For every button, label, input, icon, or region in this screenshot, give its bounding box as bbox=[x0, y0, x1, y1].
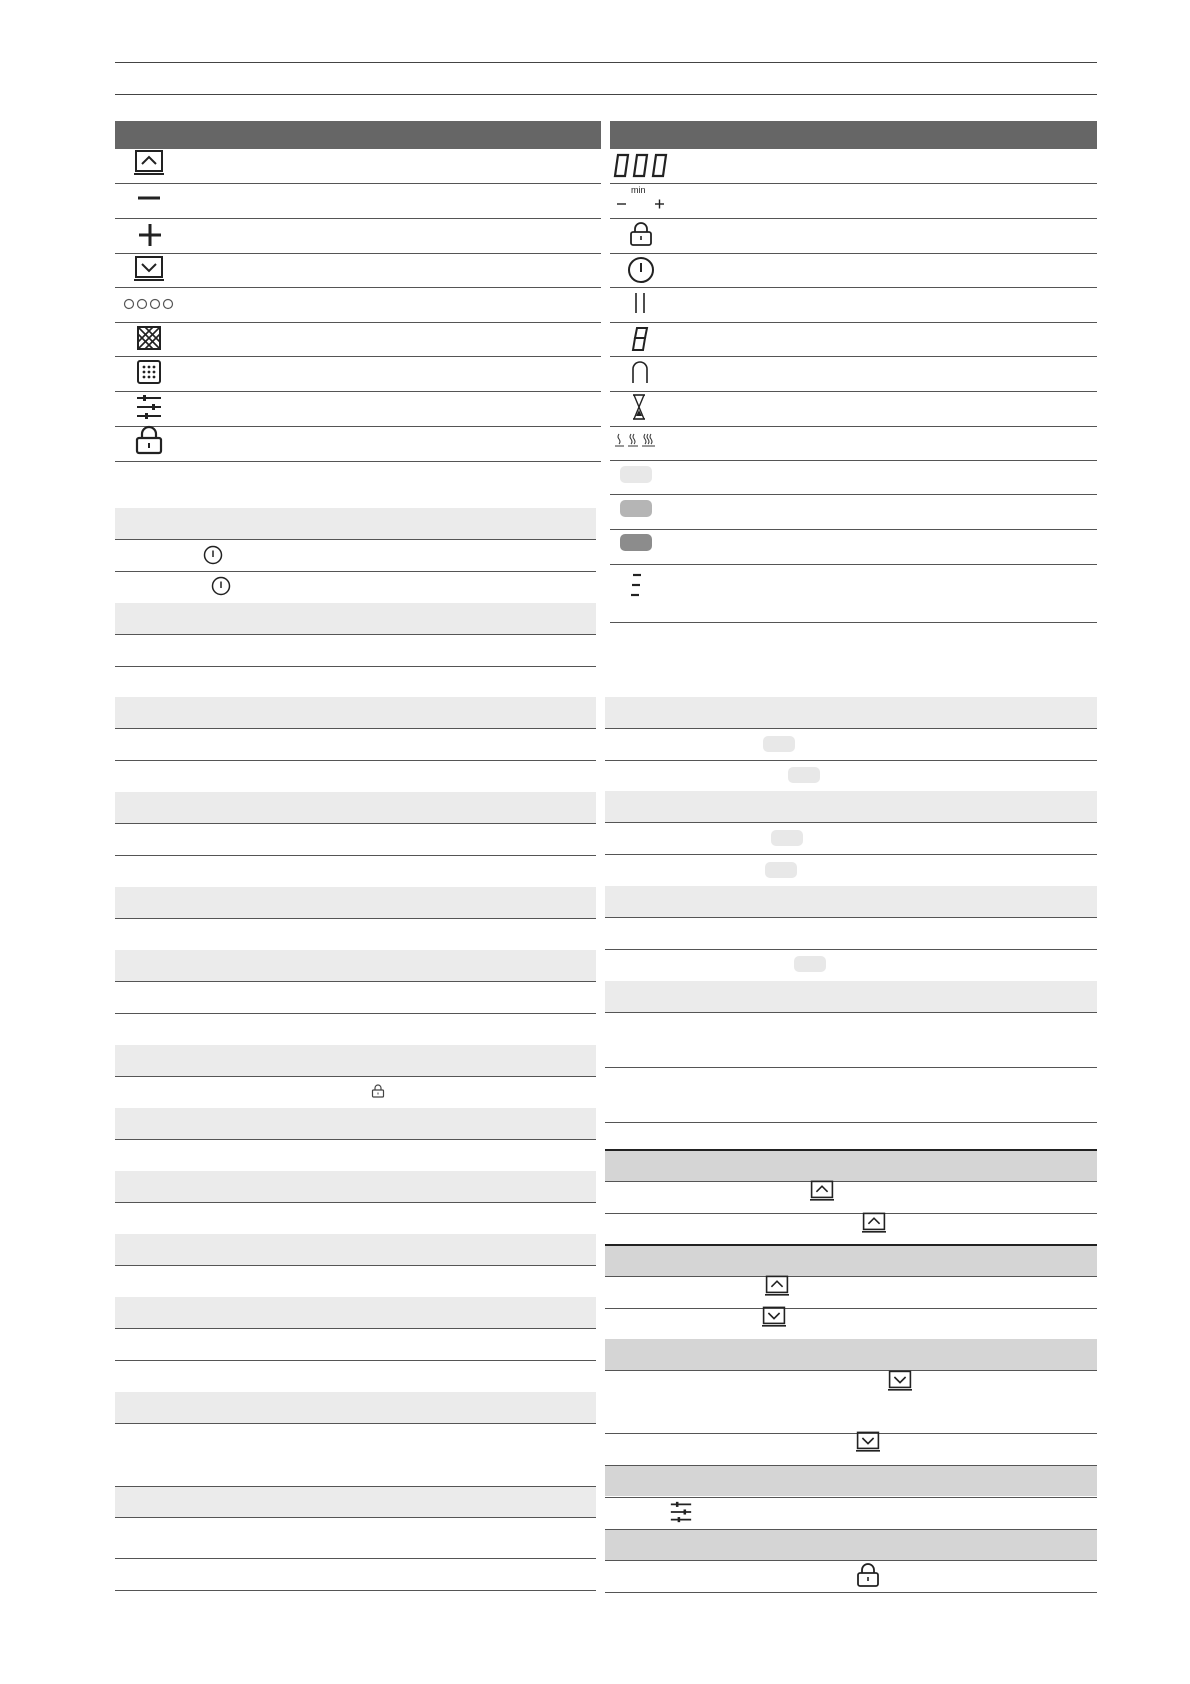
row-divider-heavy bbox=[605, 1149, 1097, 1151]
row-divider bbox=[115, 666, 596, 667]
dot-grid-icon bbox=[137, 360, 161, 384]
row-divider bbox=[605, 1465, 1097, 1466]
segment-bars-icon bbox=[629, 572, 643, 600]
row-divider bbox=[115, 426, 601, 427]
section-band-dark bbox=[605, 1245, 1097, 1276]
light-grey-pill-icon bbox=[765, 862, 797, 878]
row-divider bbox=[115, 1265, 596, 1266]
row-divider bbox=[605, 1433, 1097, 1434]
row-divider bbox=[610, 287, 1097, 288]
door-open-icon bbox=[862, 1212, 886, 1234]
row-divider bbox=[610, 494, 1097, 495]
row-divider bbox=[115, 1139, 596, 1140]
row-divider bbox=[115, 1328, 596, 1329]
row-divider bbox=[115, 1360, 596, 1361]
row-divider bbox=[115, 539, 596, 540]
right-table-header bbox=[610, 121, 1097, 149]
dark-grey-pill-icon bbox=[620, 534, 652, 551]
light-grey-pill-icon bbox=[788, 767, 820, 783]
heat-levels-icon bbox=[614, 432, 658, 448]
row-divider bbox=[115, 391, 601, 392]
row-divider bbox=[115, 1558, 596, 1559]
section-band bbox=[115, 508, 596, 539]
row-divider bbox=[605, 1560, 1097, 1561]
row-divider bbox=[115, 356, 601, 357]
row-divider bbox=[605, 1592, 1097, 1593]
row-divider bbox=[115, 1013, 596, 1014]
section-band bbox=[115, 603, 596, 634]
seven-segment-digit-icon bbox=[632, 326, 650, 352]
section-band-dark bbox=[605, 1465, 1097, 1496]
row-divider bbox=[605, 1529, 1097, 1530]
section-band-dark bbox=[605, 1529, 1097, 1560]
medium-grey-pill-icon bbox=[620, 500, 652, 517]
row-divider bbox=[115, 634, 596, 635]
sliders-icon bbox=[136, 394, 162, 420]
row-divider bbox=[610, 253, 1097, 254]
row-divider bbox=[605, 822, 1097, 823]
row-divider bbox=[610, 564, 1097, 565]
row-divider bbox=[605, 1122, 1097, 1123]
plus-icon bbox=[138, 223, 162, 247]
section-band bbox=[115, 1171, 596, 1202]
row-divider bbox=[115, 322, 601, 323]
row-divider-heavy bbox=[605, 1244, 1097, 1246]
row-divider bbox=[610, 391, 1097, 392]
section-band bbox=[115, 1297, 596, 1328]
section-band-dark bbox=[605, 1339, 1097, 1370]
row-divider bbox=[115, 253, 601, 254]
section-band bbox=[115, 1392, 596, 1423]
four-circles-icon bbox=[123, 297, 175, 311]
section-band bbox=[605, 886, 1097, 917]
row-divider bbox=[115, 855, 596, 856]
row-divider bbox=[115, 1202, 596, 1203]
section-band bbox=[115, 1234, 596, 1265]
section-band bbox=[115, 697, 596, 728]
door-open-icon bbox=[810, 1180, 834, 1202]
row-divider bbox=[605, 1213, 1097, 1214]
arch-icon bbox=[631, 360, 649, 384]
power-icon bbox=[203, 545, 223, 565]
row-divider bbox=[605, 1370, 1097, 1371]
section-band bbox=[115, 950, 596, 981]
top-rule-second bbox=[115, 94, 1097, 95]
row-divider bbox=[115, 981, 596, 982]
power-icon bbox=[627, 256, 655, 284]
row-divider bbox=[610, 322, 1097, 323]
row-divider bbox=[115, 1486, 596, 1487]
row-divider bbox=[610, 218, 1097, 219]
section-band bbox=[605, 981, 1097, 1012]
row-divider bbox=[115, 1517, 596, 1518]
section-band-dark bbox=[605, 1150, 1097, 1181]
row-divider bbox=[115, 823, 596, 824]
pause-icon bbox=[633, 292, 647, 314]
row-divider bbox=[115, 287, 601, 288]
light-grey-pill-icon bbox=[771, 830, 803, 846]
minutes-label: min bbox=[631, 185, 646, 195]
row-divider bbox=[605, 949, 1097, 950]
row-divider bbox=[115, 918, 596, 919]
power-icon bbox=[211, 576, 231, 596]
row-divider bbox=[605, 728, 1097, 729]
section-band bbox=[605, 791, 1097, 822]
padlock-icon bbox=[135, 425, 163, 455]
padlock-icon bbox=[371, 1084, 385, 1098]
row-divider bbox=[115, 1590, 596, 1591]
row-divider bbox=[605, 1067, 1097, 1068]
row-divider bbox=[115, 571, 596, 572]
section-band bbox=[115, 792, 596, 823]
minus-icon bbox=[137, 193, 161, 203]
door-open-icon bbox=[765, 1275, 789, 1297]
padlock-icon bbox=[856, 1562, 880, 1588]
row-divider bbox=[610, 622, 1097, 623]
door-close-icon bbox=[134, 256, 164, 282]
sliders-icon bbox=[670, 1501, 692, 1523]
row-divider bbox=[610, 183, 1097, 184]
left-table-header bbox=[115, 121, 601, 149]
row-divider bbox=[115, 183, 601, 184]
row-divider bbox=[115, 461, 601, 462]
row-divider bbox=[610, 356, 1097, 357]
row-divider bbox=[605, 1497, 1097, 1498]
row-divider bbox=[115, 218, 601, 219]
row-divider bbox=[115, 728, 596, 729]
top-rule bbox=[115, 62, 1097, 63]
section-band bbox=[605, 697, 1097, 728]
section-band bbox=[115, 887, 596, 918]
row-divider bbox=[605, 1181, 1097, 1182]
hourglass-icon bbox=[632, 394, 646, 420]
door-close-icon bbox=[888, 1370, 912, 1392]
padlock-icon bbox=[629, 221, 653, 247]
light-grey-pill-icon bbox=[763, 736, 795, 752]
row-divider bbox=[605, 854, 1097, 855]
section-band bbox=[115, 1486, 596, 1517]
section-band bbox=[115, 1108, 596, 1139]
row-divider bbox=[115, 760, 596, 761]
row-divider bbox=[610, 426, 1097, 427]
row-divider bbox=[610, 529, 1097, 530]
light-grey-pill-icon bbox=[794, 956, 826, 972]
row-divider bbox=[605, 1276, 1097, 1277]
row-divider bbox=[115, 1423, 596, 1424]
row-divider bbox=[610, 460, 1097, 461]
row-divider bbox=[115, 1076, 596, 1077]
light-grey-pill-icon bbox=[620, 466, 652, 483]
row-divider bbox=[605, 1308, 1097, 1309]
row-divider bbox=[605, 917, 1097, 918]
section-band bbox=[115, 1045, 596, 1076]
row-divider bbox=[605, 1012, 1097, 1013]
grill-crosshatch-icon bbox=[137, 326, 161, 350]
row-divider bbox=[605, 760, 1097, 761]
three-digit-display-icon bbox=[614, 153, 670, 179]
door-open-icon bbox=[134, 150, 164, 176]
door-close-icon bbox=[762, 1306, 786, 1328]
door-close-icon bbox=[856, 1431, 880, 1453]
